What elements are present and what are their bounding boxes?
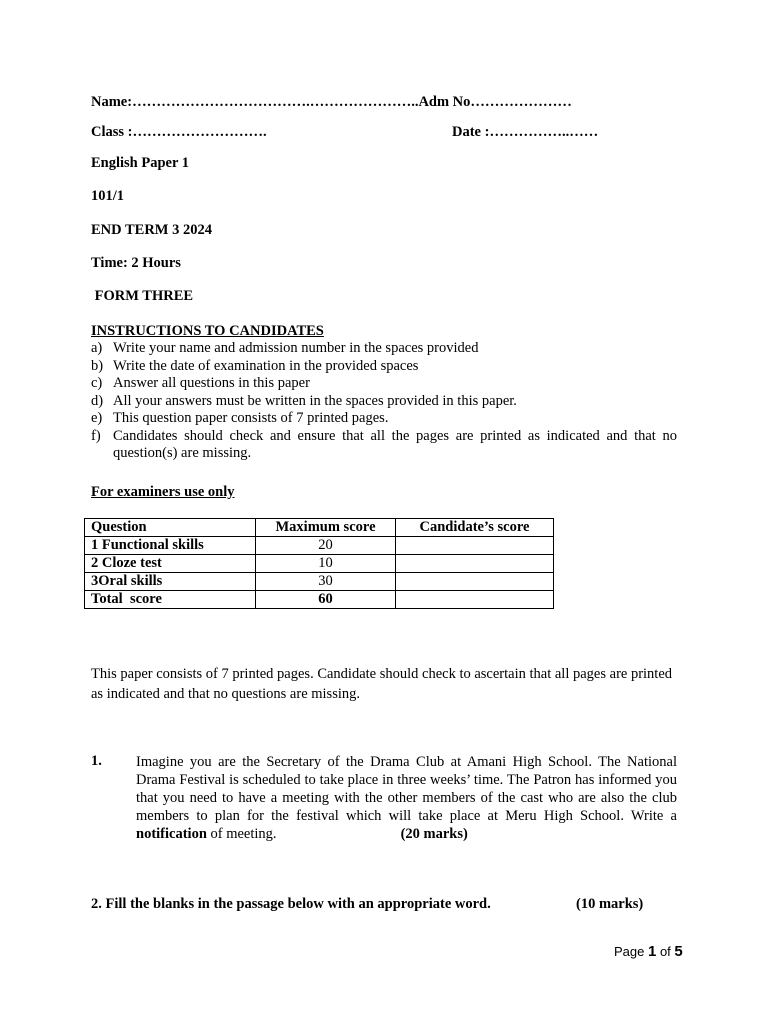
page-label: Page: [614, 944, 648, 959]
name-adm-line: Name:……………………………….…………………..Adm No…………………: [91, 94, 572, 110]
item-text: Candidates should check and ensure that all the pages are printed as indicated and that no question(s) are missing.: [113, 427, 677, 461]
item-text: Answer all questions in this paper: [113, 375, 310, 391]
form-level: FORM THREE: [91, 288, 194, 304]
total-max-score-cell: 60: [256, 591, 396, 609]
question-cell: 2 Cloze test: [85, 555, 256, 573]
column-header-question: Question: [85, 519, 256, 537]
question-1-number: 1.: [91, 753, 102, 769]
item-text: Write your name and admission number in the spaces provided: [113, 340, 479, 356]
question-1-text: [136, 753, 677, 843]
max-score-cell: 20: [256, 537, 396, 555]
list-item: [91, 393, 677, 411]
list-item: [91, 340, 677, 358]
question-1-body-end: of meeting.: [206, 826, 277, 842]
class-line: Class :……………………….: [91, 124, 267, 140]
item-marker: a): [91, 340, 103, 356]
item-text: This question paper consists of 7 printed pages.: [113, 410, 389, 426]
item-marker: f): [91, 427, 101, 444]
list-item: [91, 375, 677, 393]
page-footer: [614, 943, 683, 960]
table-row-total: [85, 591, 554, 609]
paper-code: 101/1: [91, 188, 125, 204]
list-item: [91, 358, 677, 376]
item-text: Write the date of examination in the provided spaces: [113, 357, 419, 374]
question-1-keyword: notification: [136, 826, 207, 842]
table-row: [85, 555, 554, 573]
question-1-marks: (20 marks): [400, 826, 468, 842]
item-marker: d): [91, 392, 104, 409]
item-marker: e): [91, 410, 103, 426]
list-item: [91, 428, 677, 463]
list-item: [91, 410, 677, 428]
table-row: [85, 537, 554, 555]
score-table: [84, 518, 554, 609]
pages-note: This paper consists of 7 printed pages. Candidate should check to ascertain that all pages are printed as indicated and that no questions are missing.: [91, 666, 673, 702]
item-marker: c): [91, 375, 103, 391]
question-1-body: Imagine you are the Secretary of the Drama Club at Amani High School. The National Drama Festival is scheduled to take place in three weeks’ time. The Patron has informed you that you need to have a meeting with the other members of the cast who are also the club members to plan for the festival which will take place at Meru High School. Write a: [136, 754, 677, 824]
table-row: [85, 573, 554, 591]
examiners-use-title: For examiners use only: [91, 484, 235, 500]
page-number: 1: [647, 943, 657, 960]
max-score-cell: 30: [256, 573, 396, 591]
total-label-cell: Total score: [85, 591, 256, 609]
instructions-title: INSTRUCTIONS TO CANDIDATES: [91, 323, 324, 339]
question-2-text: 2. Fill the blanks in the passage below with an appropriate word.: [91, 896, 491, 912]
total-candidate-score-cell: [396, 591, 554, 609]
candidate-score-cell: [396, 555, 554, 573]
subject-title: English Paper 1: [91, 155, 190, 171]
term-title: END TERM 3 2024: [91, 222, 212, 238]
item-text: All your answers must be written in the spaces provided in this paper.: [113, 392, 517, 409]
item-marker: b): [91, 357, 104, 374]
candidate-score-cell: [396, 537, 554, 555]
question-cell: 1 Functional skills: [85, 537, 256, 555]
question-2-marks: (10 marks): [576, 896, 644, 912]
total-pages: 5: [674, 943, 683, 960]
table-header-row: [85, 519, 554, 537]
time-allowed: Time: 2 Hours: [91, 255, 181, 271]
max-score-cell: 10: [256, 555, 396, 573]
column-header-candidate-score: Candidate’s score: [396, 519, 554, 537]
candidate-score-cell: [396, 573, 554, 591]
instructions-list: [91, 340, 677, 463]
question-cell: 3Oral skills: [85, 573, 256, 591]
date-line: Date :……………..……: [452, 124, 599, 140]
column-header-maximum-score: Maximum score: [256, 519, 396, 537]
of-label: of: [656, 944, 675, 959]
